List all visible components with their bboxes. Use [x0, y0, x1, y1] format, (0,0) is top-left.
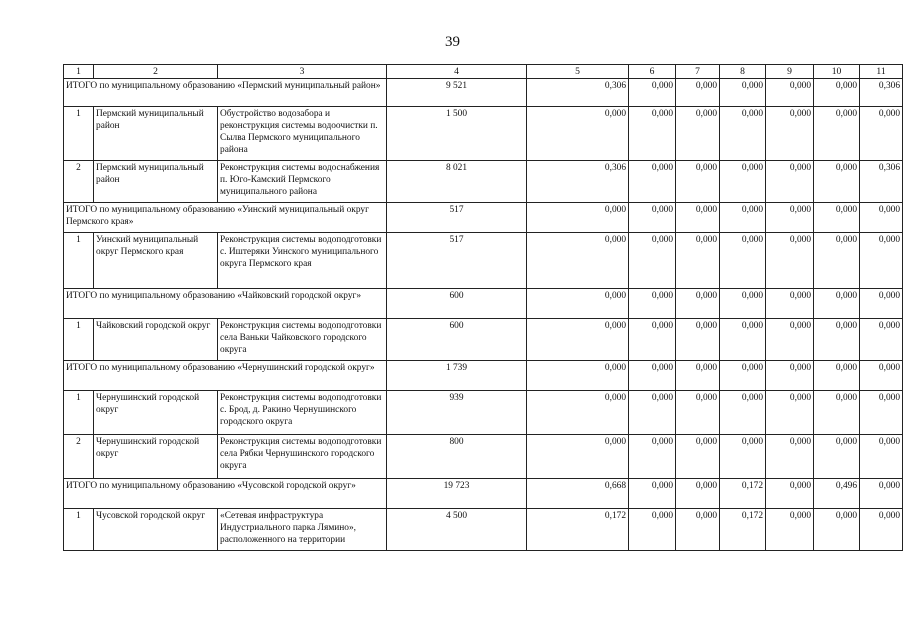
header-cell: 11	[860, 65, 903, 79]
total-label: ИТОГО по муниципальному образованию «Чернушинский городской округ»	[64, 361, 387, 391]
value-cell: 0,000	[860, 361, 903, 391]
value-cell: 1 739	[387, 361, 527, 391]
total-label: ИТОГО по муниципальному образованию «Уинский муниципальный округ Пермского края»	[64, 203, 387, 233]
municipality-cell: Чайковский городской округ	[94, 319, 218, 361]
value-cell: 0,000	[720, 203, 766, 233]
value-cell: 9 521	[387, 79, 527, 107]
value-cell: 0,172	[527, 509, 629, 551]
total-label: ИТОГО по муниципальному образованию «Пермский муниципальный район»	[64, 79, 387, 107]
value-cell: 0,000	[629, 391, 676, 435]
value-cell: 0,000	[676, 319, 720, 361]
value-cell: 0,000	[766, 79, 814, 107]
item-row	[64, 233, 903, 289]
municipality-cell: Чусовской городской округ	[94, 509, 218, 551]
total-label: ИТОГО по муниципальному образованию «Чайковский городской округ»	[64, 289, 387, 319]
header-cell: 1	[64, 65, 94, 79]
value-cell: 0,000	[527, 391, 629, 435]
total-row	[64, 79, 903, 107]
value-cell: 0,000	[720, 79, 766, 107]
value-cell: 19 723	[387, 479, 527, 509]
value-cell: 0,000	[814, 107, 860, 161]
total-row	[64, 361, 903, 391]
value-cell: 0,000	[860, 233, 903, 289]
value-cell: 0,000	[860, 203, 903, 233]
value-cell: 0,000	[676, 79, 720, 107]
header-cell: 5	[527, 65, 629, 79]
total-row	[64, 479, 903, 509]
project-cell: Реконструкция системы водоподготовки села Ваньки Чайковского городского округа	[218, 319, 387, 361]
municipality-cell: Чернушинский городской округ	[94, 391, 218, 435]
header-cell: 7	[676, 65, 720, 79]
value-cell: 0,000	[527, 361, 629, 391]
value-cell: 4 500	[387, 509, 527, 551]
header-cell: 8	[720, 65, 766, 79]
value-cell: 0,000	[766, 289, 814, 319]
value-cell: 0,000	[860, 289, 903, 319]
value-cell: 0,000	[527, 289, 629, 319]
value-cell: 0,000	[766, 479, 814, 509]
row-number: 2	[64, 435, 94, 479]
value-cell: 0,000	[676, 391, 720, 435]
value-cell: 0,000	[527, 203, 629, 233]
item-row	[64, 161, 903, 203]
value-cell: 0,172	[720, 509, 766, 551]
value-cell: 0,000	[766, 319, 814, 361]
value-cell: 0,000	[527, 319, 629, 361]
value-cell: 0,000	[720, 289, 766, 319]
value-cell: 1 500	[387, 107, 527, 161]
value-cell: 0,000	[814, 509, 860, 551]
row-number: 1	[64, 319, 94, 361]
value-cell: 0,000	[629, 319, 676, 361]
project-cell: Реконструкция системы водоподготовки с. Брод, д. Ракино Чернушинского городского округа	[218, 391, 387, 435]
value-cell: 0,000	[860, 391, 903, 435]
header-cell: 2	[94, 65, 218, 79]
value-cell: 0,000	[860, 107, 903, 161]
value-cell: 0,172	[720, 479, 766, 509]
total-row	[64, 289, 903, 319]
item-row	[64, 435, 903, 479]
header-cell: 6	[629, 65, 676, 79]
value-cell: 0,000	[629, 361, 676, 391]
value-cell: 0,000	[766, 107, 814, 161]
value-cell: 939	[387, 391, 527, 435]
value-cell: 0,000	[766, 161, 814, 203]
value-cell: 0,306	[527, 161, 629, 203]
value-cell: 0,000	[860, 319, 903, 361]
value-cell: 0,000	[720, 391, 766, 435]
value-cell: 0,000	[814, 435, 860, 479]
value-cell: 0,668	[527, 479, 629, 509]
value-cell: 0,000	[676, 107, 720, 161]
value-cell: 0,000	[629, 289, 676, 319]
value-cell: 0,000	[860, 435, 903, 479]
value-cell: 0,000	[766, 233, 814, 289]
value-cell: 0,000	[629, 107, 676, 161]
value-cell: 0,000	[629, 161, 676, 203]
municipality-cell: Чернушинский городской округ	[94, 435, 218, 479]
value-cell: 0,000	[766, 361, 814, 391]
value-cell: 0,000	[629, 435, 676, 479]
value-cell: 0,000	[629, 479, 676, 509]
value-cell: 0,000	[720, 435, 766, 479]
header-row	[64, 65, 903, 79]
row-number: 2	[64, 161, 94, 203]
value-cell: 0,000	[860, 479, 903, 509]
value-cell: 600	[387, 289, 527, 319]
value-cell: 0,000	[676, 203, 720, 233]
value-cell: 0,000	[676, 233, 720, 289]
municipality-cell: Уинский муниципальный округ Пермского края	[94, 233, 218, 289]
value-cell: 8 021	[387, 161, 527, 203]
value-cell: 0,000	[766, 509, 814, 551]
value-cell: 517	[387, 233, 527, 289]
value-cell: 0,000	[860, 509, 903, 551]
value-cell: 0,000	[720, 107, 766, 161]
value-cell: 0,000	[676, 289, 720, 319]
row-number: 1	[64, 233, 94, 289]
value-cell: 0,000	[766, 203, 814, 233]
value-cell: 0,000	[629, 203, 676, 233]
page-number: 39	[445, 34, 460, 50]
table-body	[64, 65, 903, 551]
value-cell: 0,000	[814, 79, 860, 107]
header-cell: 4	[387, 65, 527, 79]
value-cell: 0,000	[814, 319, 860, 361]
value-cell: 0,000	[720, 233, 766, 289]
value-cell: 0,000	[720, 361, 766, 391]
item-row	[64, 391, 903, 435]
project-cell: Реконструкция системы водоснабжения п. Юго-Камский Пермского муниципального района	[218, 161, 387, 203]
value-cell: 0,000	[814, 233, 860, 289]
row-number: 1	[64, 509, 94, 551]
value-cell: 0,306	[527, 79, 629, 107]
value-cell: 0,000	[814, 289, 860, 319]
total-label: ИТОГО по муниципальному образованию «Чусовской городской округ»	[64, 479, 387, 509]
value-cell: 0,000	[720, 319, 766, 361]
value-cell: 0,000	[814, 391, 860, 435]
value-cell: 0,000	[814, 203, 860, 233]
value-cell: 0,000	[720, 161, 766, 203]
row-number: 1	[64, 391, 94, 435]
value-cell: 0,000	[629, 233, 676, 289]
value-cell: 0,000	[676, 161, 720, 203]
value-cell: 0,000	[766, 391, 814, 435]
row-number: 1	[64, 107, 94, 161]
project-cell: Реконструкция системы водоподготовки с. Иштеряки Уинского муниципального округа Пермского края	[218, 233, 387, 289]
value-cell: 0,000	[676, 435, 720, 479]
value-cell: 0,000	[527, 107, 629, 161]
value-cell: 800	[387, 435, 527, 479]
value-cell: 0,000	[629, 79, 676, 107]
header-cell: 9	[766, 65, 814, 79]
value-cell: 0,306	[860, 79, 903, 107]
value-cell: 0,000	[814, 361, 860, 391]
value-cell: 0,000	[766, 435, 814, 479]
item-row	[64, 319, 903, 361]
budget-table	[63, 64, 903, 551]
header-cell: 10	[814, 65, 860, 79]
item-row	[64, 509, 903, 551]
municipality-cell: Пермский муниципальный район	[94, 161, 218, 203]
project-cell: «Сетевая инфраструктура Индустриального парка Лямино», расположенного на территории	[218, 509, 387, 551]
value-cell: 0,000	[676, 479, 720, 509]
value-cell: 517	[387, 203, 527, 233]
value-cell: 0,496	[814, 479, 860, 509]
value-cell: 0,000	[527, 435, 629, 479]
value-cell: 0,000	[629, 509, 676, 551]
value-cell: 0,000	[676, 361, 720, 391]
project-cell: Обустройство водозабора и реконструкция системы водоочистки п. Сылва Пермского муниципального района	[218, 107, 387, 161]
total-row	[64, 203, 903, 233]
project-cell: Реконструкция системы водоподготовки села Рябки Чернушинского городского округа	[218, 435, 387, 479]
item-row	[64, 107, 903, 161]
value-cell: 0,306	[860, 161, 903, 203]
value-cell: 600	[387, 319, 527, 361]
municipality-cell: Пермский муниципальный район	[94, 107, 218, 161]
header-cell: 3	[218, 65, 387, 79]
value-cell: 0,000	[814, 161, 860, 203]
value-cell: 0,000	[676, 509, 720, 551]
value-cell: 0,000	[527, 233, 629, 289]
